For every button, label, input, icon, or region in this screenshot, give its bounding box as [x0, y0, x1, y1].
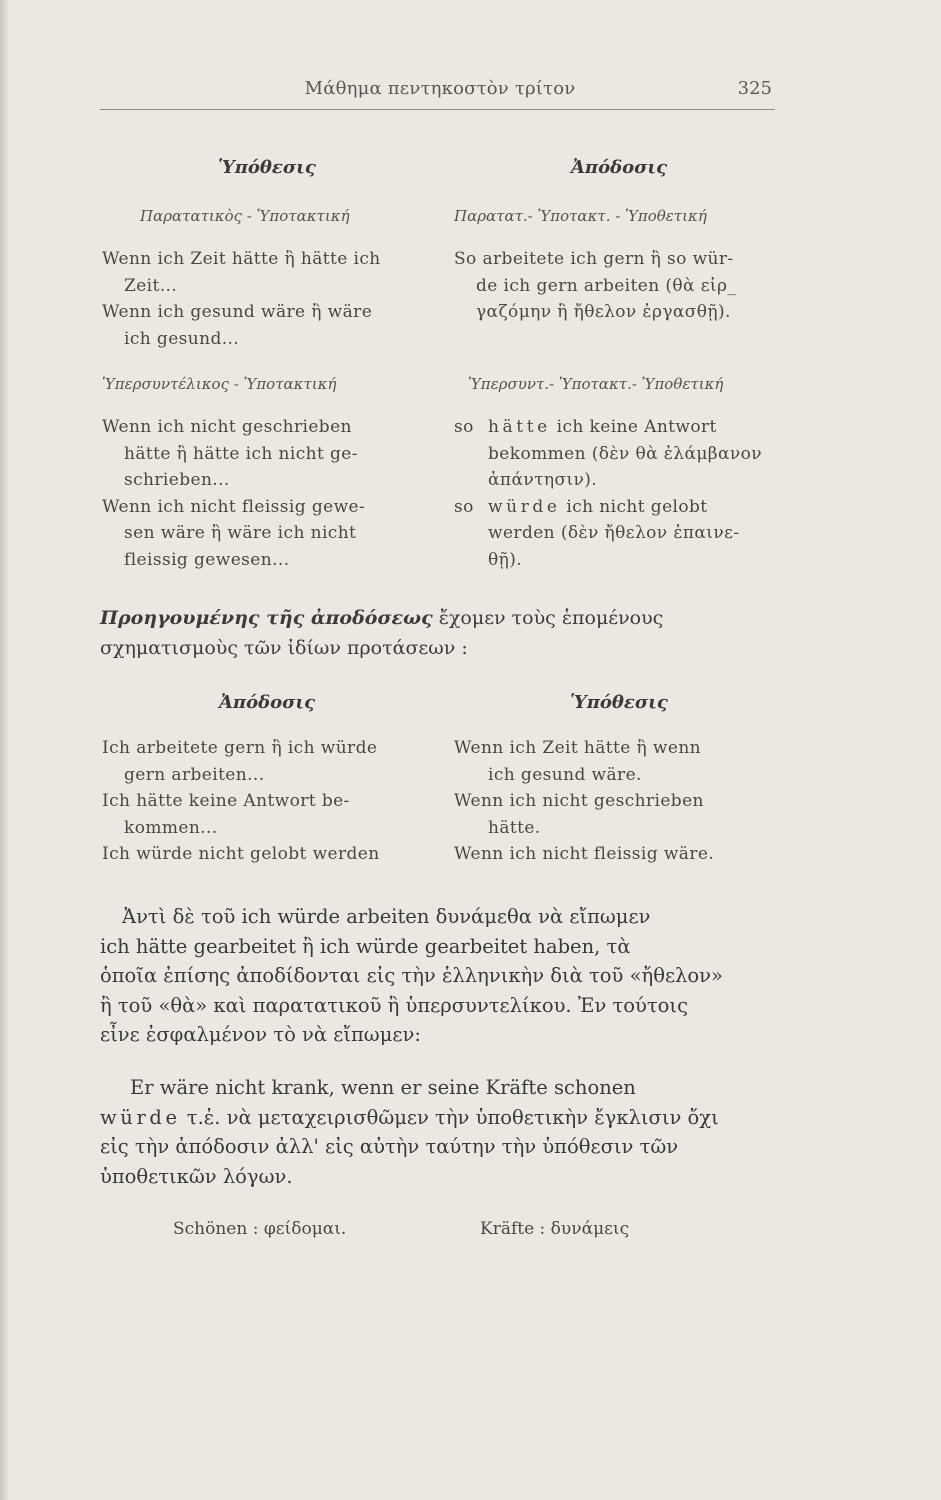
text-run: ἔχομεν τοὺς ἑπομένους: [432, 607, 664, 629]
section2-right-block: [454, 735, 784, 868]
so-word: so: [454, 417, 474, 437]
section1-left-block1: [102, 246, 432, 352]
emphasized-word: würde: [488, 496, 561, 517]
section1-right-subheading2: Ὑπερσυντ.- Ὑποτακτ.- Ὑποθετική: [468, 375, 724, 393]
text-line: γαζόμην ἢ ἤθελον ἐργασθῇ).: [476, 302, 731, 322]
section1-right-block2: [454, 414, 784, 573]
section1-right-heading: Ἀπόδοσις: [570, 157, 668, 178]
section1-right-subheading: Παρατατ.- Ὑποτακτ. - Ὑποθετική: [454, 207, 707, 225]
text-line: Ich hätte keine Antwort be-: [102, 791, 350, 811]
text-line: Wenn ich nicht fleissig gewe-: [102, 496, 366, 517]
text-line: [454, 494, 784, 521]
text-line: ich gesund wäre.: [488, 764, 642, 785]
text-line: schrieben...: [124, 470, 230, 490]
text-line: σχηματισμοὺς τῶν ἰδίων προτάσεων :: [100, 637, 468, 659]
footnote-right: Kräfte : δυνάμεις: [480, 1219, 630, 1239]
text-line: Wenn ich Zeit hätte ἢ wenn: [454, 738, 702, 758]
so-word: so: [454, 496, 474, 517]
text-line: werden (δὲν ἤθελον ἐπαινε-: [488, 523, 740, 543]
text-line: ὁποῖα ἐπίσης ἀποδίδονται εἰς τὴν ἑλληνικὴν διὰ τοῦ «ἤθελον»: [100, 964, 723, 987]
text-line: [100, 1103, 800, 1133]
text-line: sen wäre ἢ wäre ich nicht: [124, 523, 357, 543]
text-line: So arbeitete ich gern ἢ so wür-: [454, 249, 734, 269]
text-line: εἶνε ἐσφαλμένον τὸ νὰ εἴπωμεν:: [100, 1023, 421, 1046]
section2-left-block: [102, 735, 432, 868]
text-line: Ἀντὶ δὲ τοῦ ich würde arbeiten δυνάμεθα νὰ εἴπωμεν: [122, 905, 651, 928]
text-line: fleissig gewesen...: [124, 549, 290, 570]
text-run: ich keine Antwort: [550, 417, 717, 437]
text-line: ich hätte gearbeitet ἢ ich würde gearbeitet haben, τὰ: [100, 934, 631, 958]
section1-left-heading: Ὑπόθεσις: [218, 157, 316, 178]
text-line: [454, 414, 784, 441]
text-run: ich nicht gelobt: [560, 496, 708, 517]
text-line: ὑποθετικῶν λόγων.: [100, 1164, 293, 1188]
page-edge-shadow: [0, 0, 10, 1500]
text-line: Wenn ich gesund wäre ἢ wäre: [102, 302, 373, 322]
text-line: bekommen (δὲν θὰ ἐλάμβανον: [488, 443, 763, 464]
text-line: Ich arbeitete gern ἢ ich würde: [102, 738, 378, 758]
text-line: Er wäre nicht krank, wenn er seine Kräfte schonen: [130, 1076, 636, 1099]
text-line: ἀπάντησιν).: [488, 470, 598, 490]
text-line: θῇ).: [488, 549, 523, 570]
bold-italic-phrase: Προηγουμένης τῆς ἀποδόσεως: [100, 607, 433, 629]
text-line: hätte.: [488, 817, 541, 838]
text-line: [100, 603, 790, 633]
intro-sentence: [100, 603, 790, 663]
text-line: ich gesund...: [124, 328, 240, 349]
page-number: 325: [737, 78, 772, 99]
header-title: Μάθημα πεντηκοστὸν τρίτον: [304, 78, 576, 99]
text-line: Wenn ich nicht fleissig wäre.: [454, 844, 715, 864]
text-line: Wenn ich nicht geschrieben: [102, 417, 352, 437]
section1-left-subheading: Παρατατικὸς - Ὑποτακτική: [140, 207, 350, 225]
text-line: de ich gern arbeiten (θὰ εἰρ_: [476, 275, 737, 296]
text-line: ἢ τοῦ «θὰ» καὶ παρατατικοῦ ἢ ὑπερσυντελίκου. Ἐν τούτοις: [100, 993, 688, 1017]
text-line: hätte ἢ hätte ich nicht ge-: [124, 443, 358, 464]
text-line: Wenn ich nicht geschrieben: [454, 791, 704, 811]
emphasized-word: würde: [100, 1105, 181, 1129]
text-line: Wenn ich Zeit hätte ἢ hätte ich: [102, 249, 381, 269]
header-rule: [100, 109, 775, 110]
text-line: kommen...: [124, 817, 218, 838]
section1-left-block2: [102, 414, 432, 573]
section2-left-heading: Ἀπόδοσις: [218, 692, 316, 713]
footnote-left: Schönen : φείδομαι.: [173, 1219, 347, 1239]
section2-right-heading: Ὑπόθεσις: [570, 692, 668, 713]
text-line: gern arbeiten...: [124, 764, 265, 785]
emphasized-word: hätte: [488, 417, 551, 437]
text-line: Ich würde nicht gelobt werden: [102, 844, 380, 864]
text-run: τ.ἐ. νὰ μεταχειρισθῶμεν τὴν ὑποθετικὴν ἔγκλισιν ὄχι: [180, 1105, 719, 1129]
text-line: εἰς τὴν ἀπόδοσιν ἀλλ' εἰς αὐτὴν ταύτην τὴν ὑπόθεσιν τῶν: [100, 1135, 679, 1158]
paragraph-1: [100, 902, 800, 1050]
text-line: Zeit...: [124, 275, 178, 296]
section1-left-subheading2: Ὑπερσυντέλικος - Ὑποτακτική: [102, 375, 337, 393]
running-header: [100, 78, 780, 108]
section1-right-block1: [454, 246, 784, 326]
paragraph-2: [100, 1073, 800, 1191]
